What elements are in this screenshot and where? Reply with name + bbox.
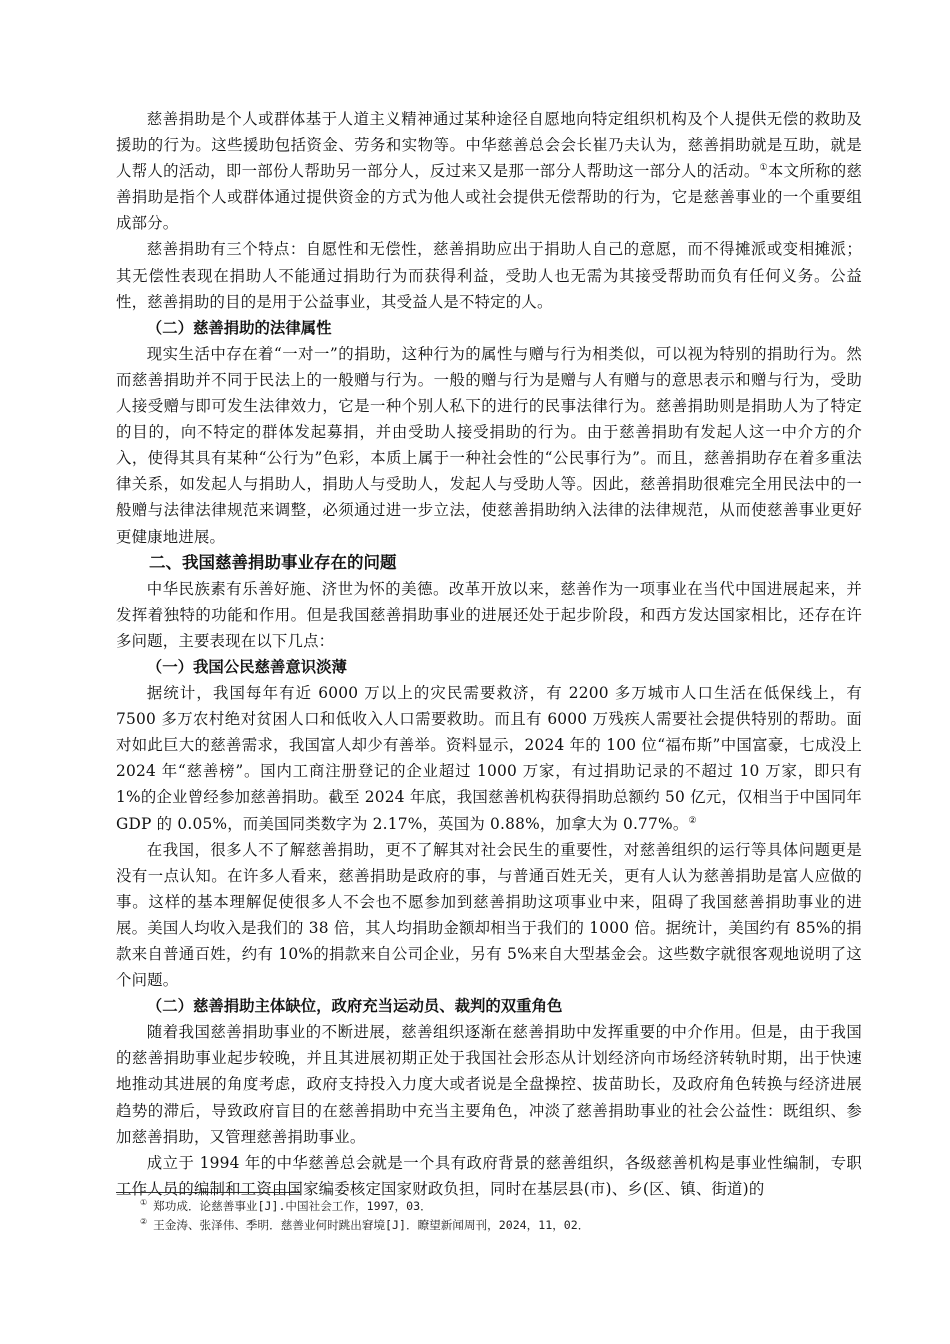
paragraph-problems-intro: 中华民族素有乐善好施、济世为怀的美德。改革开放以来，慈善作为一项事业在当代中国进展起来，并发挥着独特的功能和作用。但是我国慈善捐助事业的进展还处于起步阶段，和西方发达国家相比，还存在许多问题，主要表现在以下几点： <box>116 579 862 650</box>
document-body <box>116 106 862 1202</box>
footnote-1: ① 郑功成．论慈善事业[J].中国社会工作，1997，03． <box>140 1198 432 1213</box>
footnotes <box>116 1192 862 1235</box>
paragraph-charity-federation: 成立于 1994 年的中华慈善总会就是一个具有政府背景的慈善组织，各级慈善机构是事业性编制，专职工作人员的编制和工资由国家编委核定国家财政负担，同时在基层县(市)、乡(区、镇、街道)的 <box>116 1153 862 1198</box>
heading-legal-attributes: （二）慈善捐助的法律属性 <box>146 318 332 337</box>
footnote-divider <box>116 1192 300 1193</box>
footnote-ref-1[interactable]: ① <box>759 163 768 174</box>
paragraph-statistics: 据统计，我国每年有近 6000 万以上的灾民需要救济，有 2200 多万城市人口生活在低保线上，有 7500 多万农村绝对贫困人口和低收入人口需要救助。而且有 6000 万残疾人需要社会提供特别的帮助。面对如此巨大的慈善需求，我国富人却少有善举。资料显示，2024 年的 100 位“福布斯”中国富豪，七成没上 2024 年“慈善榜”。国内工商注册登记的企业超过 1000 万家，有过捐助记录的不超过 10 万家，即只有 1%的企业曾经参加慈善捐助。截至 2024 年底，我国慈善机构获得捐助总额约 50 亿元，仅相当于中国同年 GDP 的 0.05%，而美国同类数字为 2.17%，英国为 0.88%，加拿大为 0.77%。② <box>116 684 862 833</box>
heading-section-problems: 二、我国慈善捐助事业存在的问题 <box>149 552 397 572</box>
footnote-2: ② 王金涛、张泽伟、季明．慈善业何时跳出窘境[J]．瞭望新闻周刊，2024，11，02． <box>140 1217 590 1232</box>
paragraph-characteristics: 慈善捐助有三个特点：自愿性和无偿性，慈善捐助应出于捐助人自己的意愿，而不得摊派或变相摊派；其无偿性表现在捐助人不能通过捐助行为而获得利益，受助人也无需为其接受帮助而负有任何义务。公益性，慈善捐助的目的是用于公益事业，其受益人是不特定的人。 <box>116 240 862 311</box>
paragraph-public-understanding: 在我国，很多人不了解慈善捐助，更不了解其对社会民生的重要性，对慈善组织的运行等具体问题更是没有一点认知。在许多人看来，慈善捐助是政府的事，与普通百姓无关，更有人认为慈善捐助是富人应做的事。这样的基本理解促使很多人不会也不愿参加到慈善捐助这项事业中来，阻碍了我国慈善捐助事业的进展。美国人均收入是我们的 38 倍，其人均捐助金额却相当于我们的 1000 倍。据统计，美国约有 85%的捐款来自普通百姓，约有 10%的捐款来自公司企业，另有 5%来自大型基金会。这些数字就很客观地说明了这个问题。 <box>116 840 862 990</box>
heading-government-role: （二）慈善捐助主体缺位，政府充当运动员、裁判的双重角色 <box>146 997 563 1016</box>
paragraph-government-role: 随着我国慈善捐助事业的不断进展，慈善组织逐渐在慈善捐助中发挥重要的中介作用。但是，由于我国的慈善捐助事业起步较晚，并且其进展初期正处于我国社会形态从计划经济向市场经济转轨时期，出于快速地推动其进展的角度考虑，政府支持投入力度大或者说是全盘操控、拔苗助长，及政府角色转换与经济进展趋势的滞后，导致政府盲目的在慈善捐助中充当主要角色，冲淡了慈善捐助事业的社会公益性：既组织、参加慈善捐助，又管理慈善捐助事业。 <box>116 1023 862 1146</box>
paragraph-definition: 慈善捐助是个人或群体基于人道主义精神通过某种途径自愿地向特定组织机构及个人提供无偿的救助及援助的行为。这些援助包括资金、劳务和实物等。中华慈善总会会长崔乃夫认为，慈善捐助就是互助，就是人帮人的活动，即一部份人帮助另一部分人，反过来又是那一部分人帮助这一部分人的活动。①本文所称的慈善捐助是指个人或群体通过提供资金的方式为他人或社会提供无偿帮助的行为，它是慈善事业的一个重要组成部分。 <box>116 110 862 233</box>
paragraph-legal-analysis: 现实生活中存在着“一对一”的捐助，这种行为的属性与赠与行为相类似，可以视为特别的捐助行为。然而慈善捐助并不同于民法上的一般赠与行为。一般的赠与行为是赠与人有赠与的意思表示和赠与行为，受助人接受赠与即可发生法律效力，它是一种个别人私下的进行的民事法律行为。慈善捐助则是捐助人为了特定的目的，向不特定的群体发起募捐，并由受助人接受捐助的行为。由于慈善捐助有发起人这一中介方的介入，使得其具有某种“公行为”色彩，本质上属于一种社会性的“公民事行为”。而且，慈善捐助存在着多重法律关系，如发起人与捐助人，捐助人与受助人，发起人与受助人等。因此，慈善捐助很难完全用民法中的一般赠与法律法律规范来调整，必须通过进一步立法，使慈善捐助纳入法律的法律规范，从而使慈善事业更好更健康地进展。 <box>116 344 862 546</box>
heading-weak-awareness: （一）我国公民慈善意识淡薄 <box>146 657 347 676</box>
footnote-ref-2[interactable]: ② <box>688 815 697 826</box>
